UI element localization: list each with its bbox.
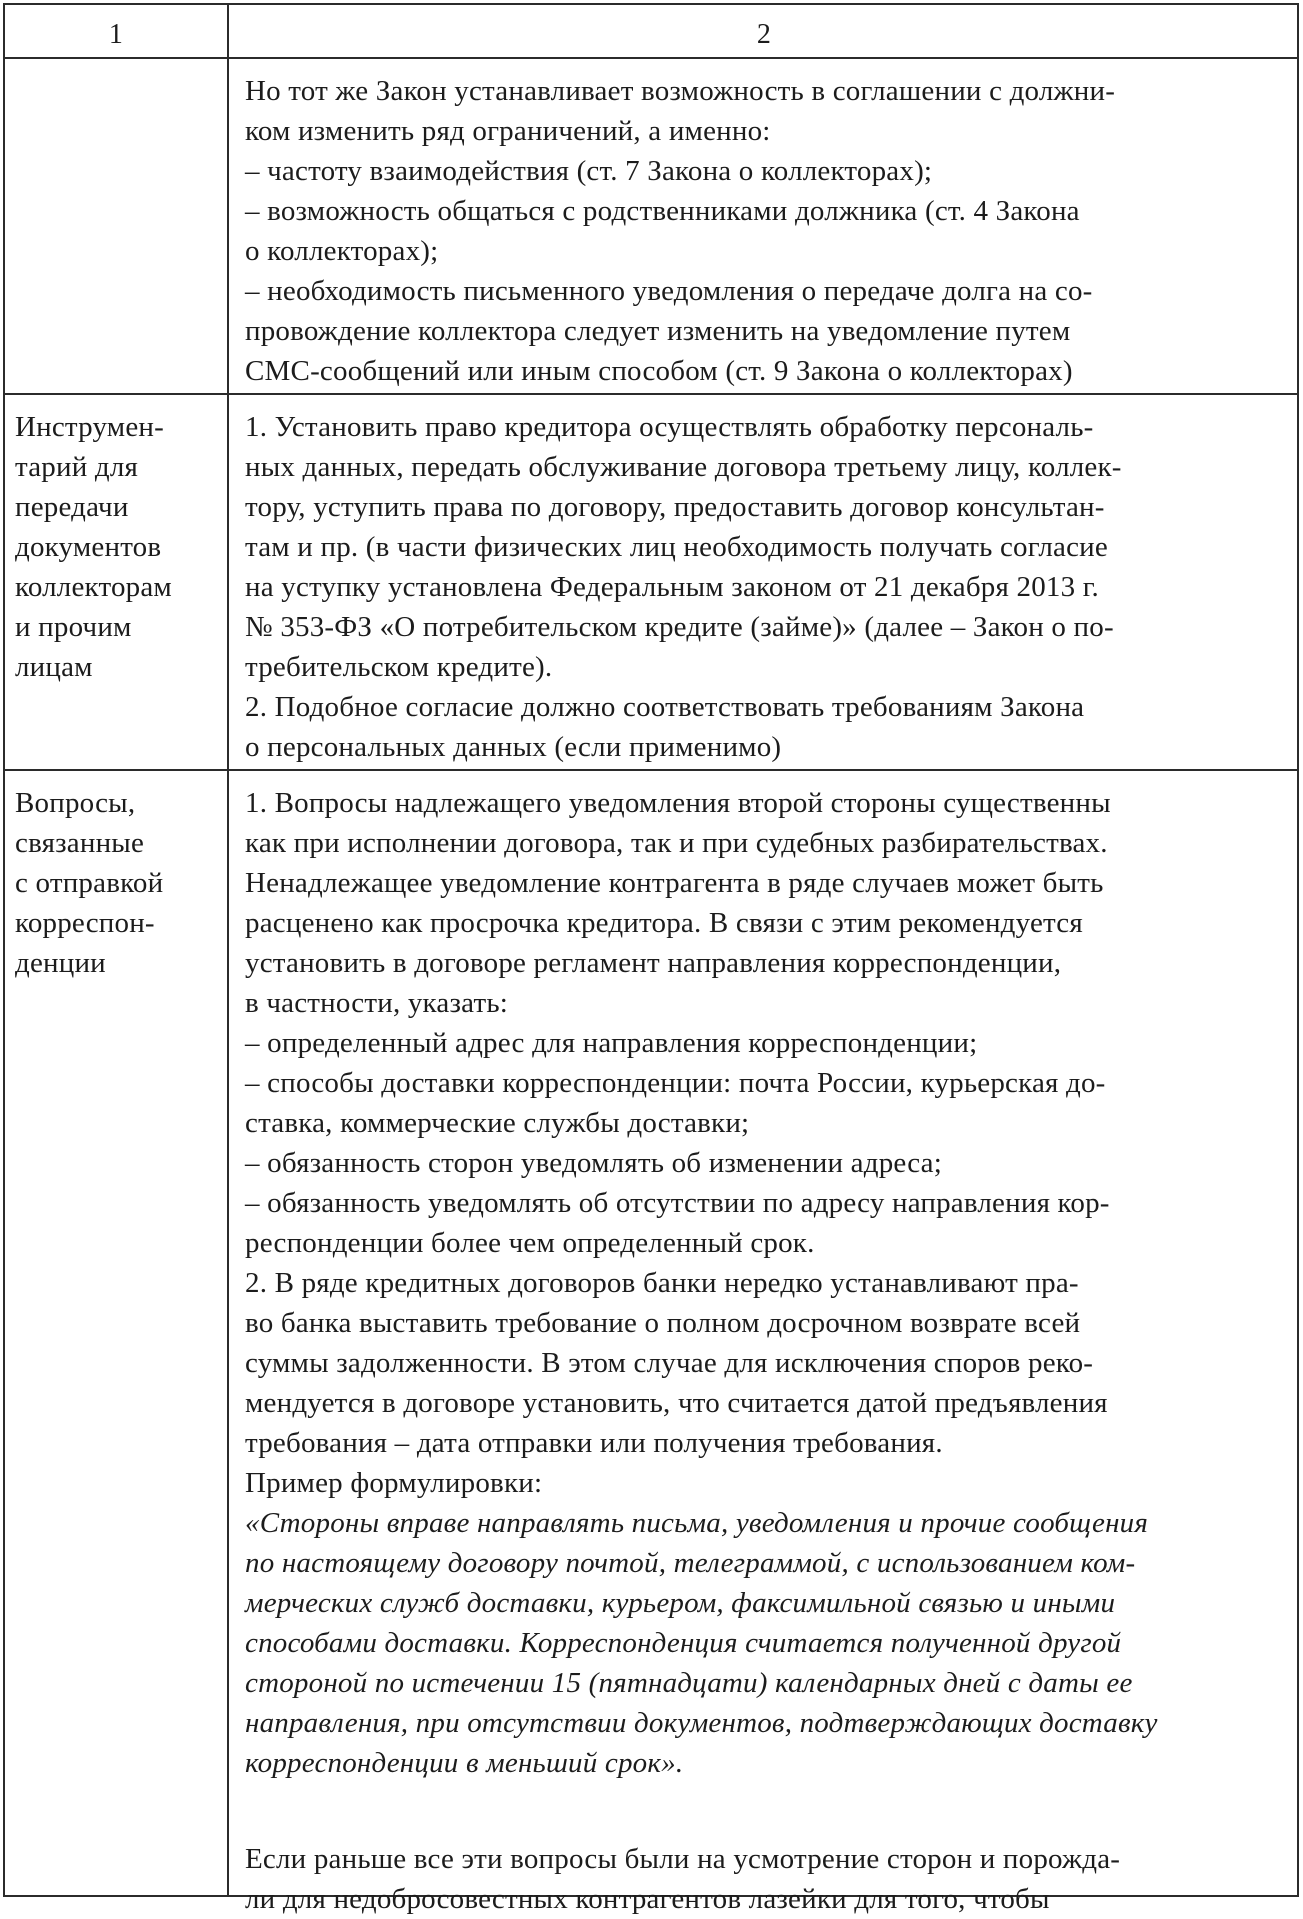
- text-line: тору, уступить права по договору, предоставить договор консультан-: [245, 491, 1105, 523]
- example-text-line: мерческих служб доставки, курьером, факсимильной связью и иными: [245, 1587, 1116, 1619]
- example-text-line: направления, при отсутствии документов, подтверждающих доставку: [245, 1707, 1158, 1739]
- example-text-line: стороной по истечении 15 (пятнадцати) календарных дней с даты ее: [245, 1667, 1133, 1699]
- text-line: корреспон-: [15, 907, 155, 939]
- text-line: – обязанность сторон уведомлять об изменении адреса;: [245, 1147, 942, 1179]
- text-line: о персональных данных (если применимо): [245, 731, 782, 763]
- text-line: расценено как просрочка кредитора. В связи с этим рекомендуется: [245, 907, 1083, 939]
- text-line: лицам: [15, 651, 93, 683]
- text-line: требительском кредите).: [245, 651, 553, 683]
- row-divider: [5, 769, 1297, 771]
- text-line: там и пр. (в части физических лиц необходимость получать согласие: [245, 531, 1108, 563]
- text-line: – возможность общаться с родственниками должника (ст. 4 Закона: [245, 195, 1080, 227]
- text-line: – необходимость письменного уведомления о передаче долга на со-: [245, 275, 1093, 307]
- text-line: ных данных, передать обслуживание договора третьему лицу, коллек-: [245, 451, 1122, 483]
- text-line: денции: [15, 947, 106, 979]
- header-col-1-label: 1: [108, 19, 124, 50]
- example-text-line: «Стороны вправе направлять письма, уведомления и прочие сообщения: [245, 1507, 1149, 1539]
- text-line: – частоту взаимодействия (ст. 7 Закона о коллекторах);: [245, 155, 933, 187]
- text-line: 2. В ряде кредитных договоров банки нередко устанавливают пра-: [245, 1267, 1079, 1299]
- text-line: в частности, указать:: [245, 987, 509, 1019]
- blank-spacer: [245, 1783, 1158, 1839]
- text-line: ставка, коммерческие службы доставки;: [245, 1107, 750, 1139]
- table: [3, 3, 1299, 1915]
- text-line: провождение коллектора следует изменить на уведомление путем: [245, 315, 1071, 347]
- text-line: – определенный адрес для направления корреспонденции;: [245, 1027, 978, 1059]
- text-line: 2. Подобное согласие должно соответствовать требованиям Закона: [245, 691, 1085, 723]
- text-line: респонденции более чем определенный срок.: [245, 1227, 815, 1259]
- header-col-1: [5, 15, 227, 55]
- text-line: ли для недобросовестных контрагентов лазейки для того, чтобы: [245, 1883, 1050, 1915]
- text-line: ком изменить ряд ограничений, а именно:: [245, 115, 771, 147]
- text-line: Пример формулировки:: [245, 1467, 543, 1499]
- text-line: коллекторам: [15, 571, 172, 603]
- column-divider: [227, 5, 229, 1895]
- example-text-line: по настоящему договору почтой, телеграммой, с использованием ком-: [245, 1547, 1136, 1579]
- text-line: суммы задолженности. В этом случае для исключения споров реко-: [245, 1347, 1094, 1379]
- row-divider: [5, 393, 1297, 395]
- text-line: – обязанность уведомлять об отсутствии по адресу направления кор-: [245, 1187, 1110, 1219]
- text-line: 1. Установить право кредитора осуществлять обработку персональ-: [245, 411, 1094, 443]
- example-text-line: способами доставки. Корреспонденция считается полученной другой: [245, 1627, 1122, 1659]
- text-line: передачи: [15, 491, 129, 523]
- example-text-line: корреспонденции в меньший срок».: [245, 1747, 684, 1779]
- text-line: Ненадлежащее уведомление контрагента в ряде случаев может быть: [245, 867, 1104, 899]
- text-line: установить в договоре регламент направления корреспонденции,: [245, 947, 1062, 979]
- text-line: и прочим: [15, 611, 132, 643]
- text-line: Вопросы,: [15, 787, 136, 819]
- row-divider: [5, 57, 1297, 59]
- header-col-2: [229, 15, 1299, 55]
- text-line: связанные: [15, 827, 145, 859]
- text-line: Инструмен-: [15, 411, 164, 443]
- text-line: – способы доставки корреспонденции: почта России, курьерская до-: [245, 1067, 1106, 1099]
- text-line: требования – дата отправки или получения требования.: [245, 1427, 943, 1459]
- text-line: с отправкой: [15, 867, 164, 899]
- header-col-2-label: 2: [756, 19, 772, 50]
- text-line: 1. Вопросы надлежащего уведомления второй стороны существенны: [245, 787, 1111, 819]
- text-line: мендуется в договоре установить, что считается датой предъявления: [245, 1387, 1108, 1419]
- text-line: во банка выставить требование о полном досрочном возврате всей: [245, 1307, 1081, 1339]
- text-line: тарий для: [15, 451, 139, 483]
- text-line: о коллекторах);: [245, 235, 439, 267]
- text-line: как при исполнении договора, так и при судебных разбирательствах.: [245, 827, 1108, 859]
- text-line: на уступку установлена Федеральным законом от 21 декабря 2013 г.: [245, 571, 1100, 603]
- text-line: СМС-сообщений или иным способом (ст. 9 Закона о коллекторах): [245, 355, 1073, 387]
- text-line: Если раньше все эти вопросы были на усмотрение сторон и порожда-: [245, 1843, 1121, 1875]
- text-line: Но тот же Закон устанавливает возможность в соглашении с должни-: [245, 75, 1116, 107]
- text-line: документов: [15, 531, 162, 563]
- text-line: № 353-ФЗ «О потребительском кредите (займе)» (далее – Закон о по-: [245, 611, 1114, 643]
